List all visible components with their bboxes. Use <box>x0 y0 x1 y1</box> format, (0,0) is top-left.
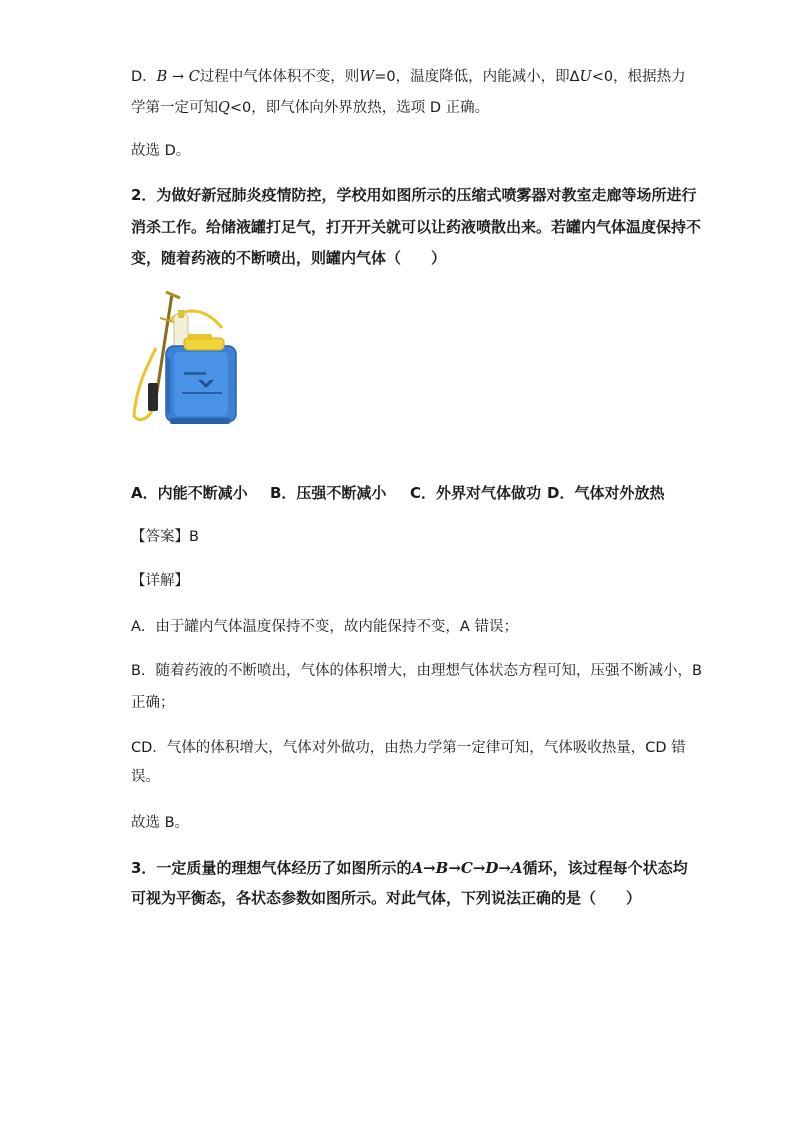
previous-option-d-line1 <box>131 67 686 87</box>
process-label: B → C <box>156 69 200 85</box>
explanation-b-line2: 正确； <box>131 695 175 711</box>
option-c: C．外界对气体做功 <box>410 484 542 502</box>
detail-heading: 【详解】 <box>131 573 189 589</box>
explanation-a: A．由于罐内气体温度保持不变，故内能保持不变，A 错误； <box>131 619 518 635</box>
question-3-line1 <box>131 858 688 878</box>
previous-option-d-line2 <box>131 98 489 118</box>
cycle-label: A→B→C→D→A <box>411 859 523 877</box>
question-2-line3: 变，随着药液的不断喷出，则罐内气体（ ） <box>131 249 447 267</box>
sprayer-icon <box>126 288 246 430</box>
question-2-line2: 消杀工作。给储液罐打足气，打开开关就可以让药液喷散出来。若罐内气体温度保持不 <box>131 218 702 236</box>
question-2-line1: 2．为做好新冠肺炎疫情防控，学校用如图所示的压缩式喷雾器对教室走廊等场所进行 <box>131 186 697 204</box>
text: 3．一定质量的理想气体经历了如图所示的 <box>131 859 412 877</box>
explanation-cd-line1: CD．气体的体积增大，气体对外做功，由热力学第一定律可知，气体吸收热量，CD 错 <box>131 740 686 756</box>
text: 学第一定可知 <box>131 100 218 116</box>
option-d: D．气体对外放热 <box>547 484 665 502</box>
explanation-cd-line2: 误。 <box>131 769 160 785</box>
text: D． <box>131 69 157 85</box>
answer-line: 【答案】B <box>131 529 199 545</box>
text: <0，即气体向外界放热，选项 D 正确。 <box>229 100 490 116</box>
var-q: Q <box>218 100 230 116</box>
text: <0，根据热力 <box>591 69 686 85</box>
var-w: W <box>359 69 375 85</box>
var-u: U <box>579 69 592 85</box>
choose-b-line: 故选 B。 <box>131 815 190 831</box>
question-3-line2: 可视为平衡态，各状态参数如图所示。对此气体，下列说法正确的是（ ） <box>131 889 642 907</box>
choose-d-line: 故选 D。 <box>131 143 191 159</box>
explanation-b-line1: B．随着药液的不断喷出，气体的体积增大，由理想气体状态方程可知，压强不断减小，B <box>131 663 702 679</box>
text: =0，温度降低，内能减小，即Δ <box>374 69 580 85</box>
text: 循环，该过程每个状态均 <box>522 859 688 877</box>
option-b: B．压强不断减小 <box>270 484 387 502</box>
text: 过程中气体体积不变，则 <box>199 69 360 85</box>
option-a: A．内能不断减小 <box>131 484 248 502</box>
